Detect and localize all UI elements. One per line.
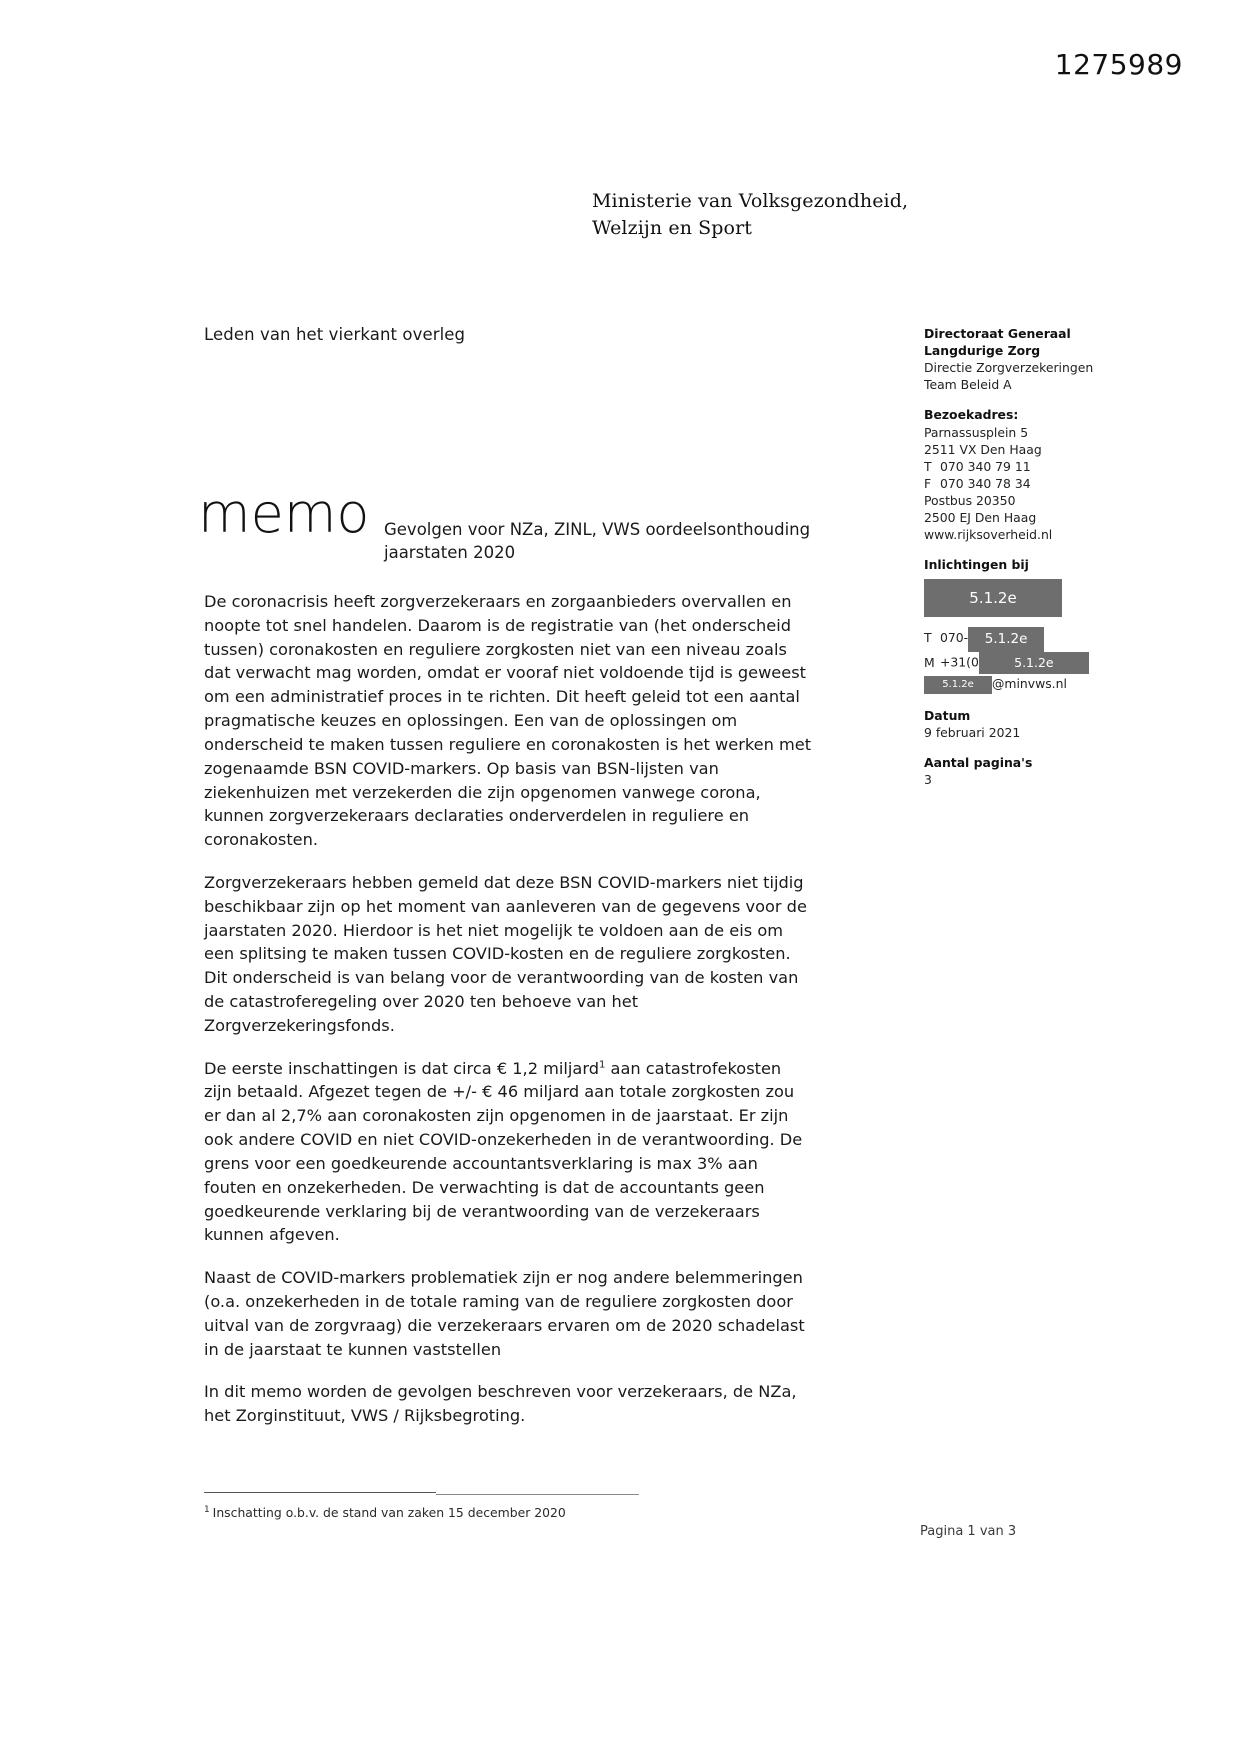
body-paragraph-3-part-1: De eerste inschattingen is dat circa € 1,2 miljard	[204, 1058, 599, 1078]
contact-mobile-prefix: +31(0	[940, 654, 979, 670]
address-city: 2511 VX Den Haag	[924, 441, 1042, 457]
date-value: 9 februari 2021	[924, 725, 1021, 741]
address-fax-row	[924, 475, 1134, 492]
department-heading-line-1: Directoraat Generaal	[924, 326, 1071, 341]
contact-heading: Inlichtingen bij	[924, 557, 1029, 573]
address-website: www.rijksoverheid.nl	[924, 527, 1053, 543]
address-postbus: Postbus 20350	[924, 492, 1016, 508]
sidebar-contact-block	[924, 556, 1134, 694]
redaction-box-contact-email: 5.1.2e	[924, 676, 992, 694]
memo-body	[204, 590, 812, 1428]
pages-value: 3	[924, 772, 932, 788]
body-paragraph-4: Naast de COVID-markers problematiek zijn er nog andere belemmeringen (o.a. onzekerheden in de totale raming van de reguliere zorgkosten door uitval van de zorgvraag) die verzekeraars ervaren om de 2020 schadelast in de jaarstaat te kunnen vaststellen	[204, 1268, 805, 1359]
address-heading: Bezoekadres:	[924, 407, 1019, 423]
footnote-text	[204, 1504, 566, 1521]
footnote-number: 1	[204, 1504, 210, 1515]
body-paragraph-3-part-2: aan catastrofekosten zijn betaald. Afgezet tegen de +/- € 46 miljard aan totale zorgkosten zou er dan al 2,7% aan coronakosten zijn opgenomen in de jaarstaat. Er zijn ook andere COVID en niet COVID-onzekerheden in de verantwoording. De grens voor een goedkeurende accountantsverklaring is max 3% aan fouten en onzekerheden. De verwachting is dat de accountants geen goedkeurende verklaring bij de verantwoording van de verzekeraars kunnen afgeven.	[204, 1058, 803, 1245]
department-heading-line-2: Langdurige Zorg	[924, 343, 1041, 359]
address-street: Parnassusplein 5	[924, 424, 1029, 440]
address-phone-row	[924, 458, 1134, 475]
fax-label: F	[924, 475, 932, 491]
ministry-header-line-2: Welzijn en Sport	[592, 216, 753, 239]
contact-phone-label: T	[924, 630, 932, 646]
footnote-reference-marker: 1	[598, 1059, 606, 1071]
footnote-body: Inschatting o.b.v. de stand van zaken 15 december 2020	[212, 1505, 566, 1520]
redaction-box-contact-phone: 5.1.2e	[968, 627, 1044, 652]
contact-mobile-label: M	[924, 654, 935, 670]
redaction-box-contact-name: 5.1.2e	[924, 579, 1062, 617]
fax-number: 070 340 78 34	[940, 475, 1031, 491]
contact-phone-row	[924, 626, 1134, 651]
body-paragraph-2: Zorgverzekeraars hebben gemeld dat deze BSN COVID-markers niet tijdig beschikbaar zijn op het moment van aanleveren van de gegevens voor de jaarstaten 2020. Hierdoor is het niet mogelijk te voldoen aan de eis om een splitsing te maken tussen COVID-kosten en de reguliere zorgkosten. Dit onderscheid is van belang voor de verantwoording van de kosten van de catastroferegeling over 2020 ten behoeve van het Zorgverzekeringsfonds.	[204, 872, 807, 1035]
contact-mobile-row	[924, 652, 1134, 674]
body-paragraph-5: In dit memo worden de gevolgen beschreven voor verzekeraars, de NZa, het Zorginstituut, VWS / Rijksbegroting.	[204, 1382, 797, 1426]
department-sub-line-1: Directie Zorgverzekeringen	[924, 360, 1094, 376]
footnote-separator-rule	[204, 1492, 436, 1493]
body-paragraph-1: De coronacrisis heeft zorgverzekeraars en zorgaanbieders overvallen en noopte tot snel handelen. Daarom is de registratie van (het onderscheid tussen) coronakosten en reguliere zorgkosten niet van een niveau zoals dat verwacht mag worden, omdat er vooraf niet voldoende tijd is geweest om een administratief proces in te richten. Dit heeft geleid tot een aantal pragmatische keuzes en oplossingen. Een van de oplossingen om onderscheid te maken tussen reguliere en coronakosten is het werken met zogenaamde BSN COVID-markers. Op basis van BSN-lijsten van ziekenhuizen met verzekerden die zijn opgenomen vanwege corona, kunnen zorgverzekeraars declaraties onderverdelen in reguliere en coronakosten.	[204, 592, 812, 850]
document-id-number: 1275989	[1054, 48, 1183, 81]
sidebar-department-block	[924, 325, 1134, 393]
ministry-header-line-1: Ministerie van Volksgezondheid,	[592, 190, 909, 212]
memo-subject: Gevolgen voor NZa, ZINL, VWS oordeelsonthouding jaarstaten 2020	[384, 520, 811, 563]
addressee-line: Leden van het vierkant overleg	[204, 325, 466, 344]
ministry-header	[592, 188, 908, 242]
sidebar-pages-block	[924, 754, 1134, 788]
address-postbus-city: 2500 EJ Den Haag	[924, 510, 1037, 526]
memo-title: memo	[198, 482, 370, 545]
contact-phone-prefix: 070-	[940, 630, 969, 646]
department-sub-line-2: Team Beleid A	[924, 377, 1012, 393]
redaction-box-contact-mobile: 5.1.2e	[979, 652, 1089, 674]
sidebar-date-block	[924, 707, 1134, 741]
footnote-separator-rule-secondary	[436, 1494, 639, 1495]
body-paragraph-3	[204, 1057, 812, 1248]
contact-email-row	[924, 675, 1134, 694]
sidebar-address-block	[924, 406, 1134, 543]
page-number-footer: Pagina 1 van 3	[920, 1524, 1017, 1539]
contact-email-domain: @minvws.nl	[992, 676, 1067, 692]
date-heading: Datum	[924, 707, 971, 723]
phone-number: 070 340 79 11	[940, 458, 1031, 474]
pages-heading: Aantal pagina's	[924, 755, 1033, 771]
phone-label: T	[924, 458, 932, 474]
sidebar-metadata	[924, 325, 1134, 788]
